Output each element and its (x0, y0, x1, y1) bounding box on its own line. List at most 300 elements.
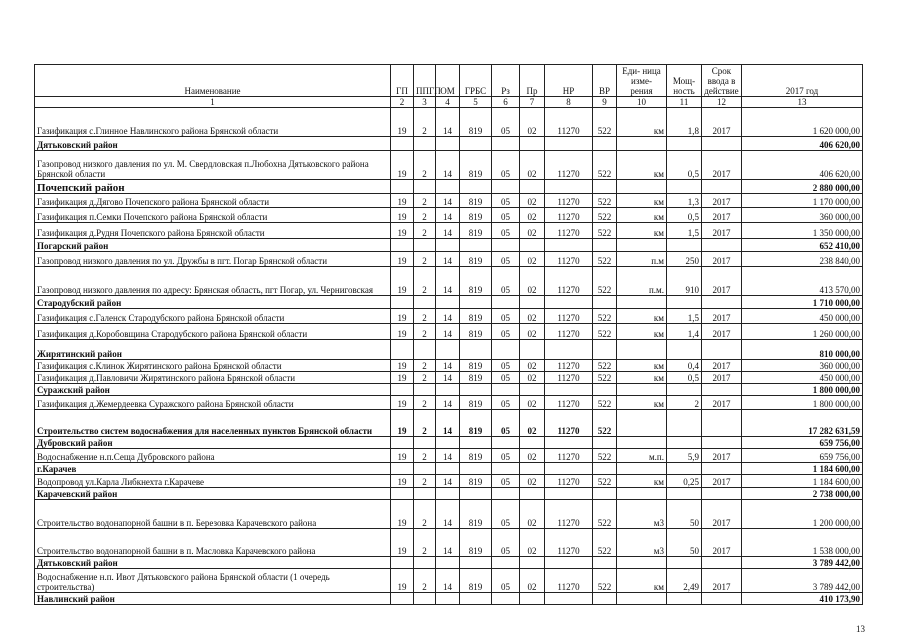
cell-ppgp: 2 (414, 151, 436, 180)
cell-grbs (460, 557, 492, 569)
cell-grbs: 819 (460, 151, 492, 180)
column-index: 3 (414, 97, 436, 108)
cell-gp (391, 239, 414, 252)
cell-vr (593, 437, 617, 449)
cell-power: 2,49 (667, 569, 702, 593)
table-row (35, 372, 863, 384)
cell-om: 14 (436, 569, 460, 593)
cell-gp: 19 (391, 529, 414, 557)
cell-om (436, 340, 460, 360)
cell-grbs (460, 137, 492, 151)
column-index-row (35, 97, 863, 108)
cell-vr: 522 (593, 324, 617, 340)
cell-pr: 02 (520, 360, 545, 372)
cell-gp (391, 488, 414, 500)
cell-grbs: 819 (460, 449, 492, 463)
cell-power (667, 296, 702, 309)
cell-unit (617, 239, 667, 252)
cell-unit: км (617, 569, 667, 593)
cell-rz: 05 (492, 223, 520, 239)
cell-vr (593, 384, 617, 396)
cell-power (667, 340, 702, 360)
cell-term: 2017 (702, 569, 742, 593)
cell-rz: 05 (492, 194, 520, 208)
cell-grbs: 819 (460, 475, 492, 488)
cell-amount: 1 350 000,00 (742, 223, 863, 239)
column-index: 9 (593, 97, 617, 108)
cell-nr: 11270 (545, 569, 593, 593)
cell-rz: 05 (492, 309, 520, 324)
cell-unit: км (617, 223, 667, 239)
cell-power: 1,4 (667, 324, 702, 340)
cell-power: 50 (667, 529, 702, 557)
cell-om: 14 (436, 360, 460, 372)
row-name: Строительство водонапорной башни в п. Березовка Карачевского района (35, 500, 391, 529)
cell-unit: км (617, 151, 667, 180)
row-name: Газификация д.Коробовщина Стародубского района Брянской области (35, 324, 391, 340)
cell-term: 2017 (702, 267, 742, 296)
cell-vr: 522 (593, 372, 617, 384)
table-row (35, 252, 863, 267)
cell-pr: 02 (520, 529, 545, 557)
cell-nr: 11270 (545, 500, 593, 529)
cell-ppgp (414, 437, 436, 449)
budget-table (34, 64, 863, 605)
cell-ppgp: 2 (414, 396, 436, 410)
table-row (35, 449, 863, 463)
cell-amount: 17 282 631,59 (742, 410, 863, 437)
cell-pr: 02 (520, 324, 545, 340)
cell-power (667, 488, 702, 500)
cell-gp (391, 340, 414, 360)
cell-grbs: 819 (460, 252, 492, 267)
cell-unit: км (617, 309, 667, 324)
cell-unit: км (617, 396, 667, 410)
cell-vr: 522 (593, 151, 617, 180)
cell-vr: 522 (593, 449, 617, 463)
cell-grbs: 819 (460, 267, 492, 296)
cell-nr (545, 340, 593, 360)
cell-grbs (460, 593, 492, 605)
cell-power (667, 463, 702, 475)
cell-grbs: 819 (460, 360, 492, 372)
cell-ppgp: 2 (414, 324, 436, 340)
cell-unit (617, 180, 667, 194)
row-name: Суражский район (35, 384, 391, 396)
cell-amount: 1 170 000,00 (742, 194, 863, 208)
col-header-ppgp: ППГП (414, 65, 436, 97)
cell-rz: 05 (492, 360, 520, 372)
cell-power: 1,5 (667, 223, 702, 239)
cell-rz (492, 340, 520, 360)
cell-unit (617, 340, 667, 360)
cell-grbs: 819 (460, 500, 492, 529)
cell-pr (520, 384, 545, 396)
cell-grbs: 819 (460, 396, 492, 410)
cell-om: 14 (436, 194, 460, 208)
cell-nr: 11270 (545, 475, 593, 488)
cell-pr: 02 (520, 252, 545, 267)
cell-power: 1,3 (667, 194, 702, 208)
cell-gp: 19 (391, 396, 414, 410)
cell-om (436, 296, 460, 309)
cell-power (667, 437, 702, 449)
col-header-nr: НР (545, 65, 593, 97)
cell-term (702, 296, 742, 309)
cell-power: 0,5 (667, 372, 702, 384)
cell-term: 2017 (702, 449, 742, 463)
column-index: 10 (617, 97, 667, 108)
cell-vr (593, 463, 617, 475)
cell-gp: 19 (391, 410, 414, 437)
cell-term: 2017 (702, 360, 742, 372)
cell-term: 2017 (702, 108, 742, 137)
cell-power (667, 239, 702, 252)
cell-ppgp (414, 488, 436, 500)
cell-gp (391, 137, 414, 151)
cell-term: 2017 (702, 208, 742, 223)
cell-vr: 522 (593, 529, 617, 557)
cell-gp: 19 (391, 449, 414, 463)
cell-pr: 02 (520, 194, 545, 208)
cell-amount: 1 184 600,00 (742, 463, 863, 475)
cell-unit (617, 463, 667, 475)
cell-ppgp: 2 (414, 569, 436, 593)
cell-term: 2017 (702, 475, 742, 488)
row-name: Газификация с.Клинок Жирятинского района Брянской области (35, 360, 391, 372)
cell-nr: 11270 (545, 108, 593, 137)
cell-pr (520, 437, 545, 449)
cell-gp: 19 (391, 151, 414, 180)
col-header-om: ОМ (436, 65, 460, 97)
cell-rz (492, 384, 520, 396)
table-row (35, 324, 863, 340)
cell-ppgp: 2 (414, 223, 436, 239)
cell-term: 2017 (702, 151, 742, 180)
table-row (35, 475, 863, 488)
cell-unit: м.п. (617, 449, 667, 463)
cell-ppgp (414, 384, 436, 396)
page-number: 13 (856, 624, 865, 634)
cell-unit: км (617, 360, 667, 372)
cell-power: 1,5 (667, 309, 702, 324)
cell-om (436, 137, 460, 151)
cell-power: 1,8 (667, 108, 702, 137)
cell-vr: 522 (593, 223, 617, 239)
cell-rz: 05 (492, 372, 520, 384)
cell-term (702, 437, 742, 449)
row-name: Дятьковский район (35, 557, 391, 569)
cell-gp: 19 (391, 108, 414, 137)
cell-gp: 19 (391, 309, 414, 324)
table-row (35, 500, 863, 529)
cell-rz (492, 557, 520, 569)
cell-grbs: 819 (460, 324, 492, 340)
cell-om (436, 463, 460, 475)
cell-pr: 02 (520, 449, 545, 463)
cell-rz: 05 (492, 252, 520, 267)
row-name: Газификация д.Рудня Почепского района Брянской области (35, 223, 391, 239)
cell-pr (520, 488, 545, 500)
cell-ppgp: 2 (414, 372, 436, 384)
cell-unit (617, 488, 667, 500)
cell-ppgp (414, 239, 436, 252)
cell-om (436, 180, 460, 194)
cell-rz (492, 239, 520, 252)
cell-nr: 11270 (545, 360, 593, 372)
cell-nr (545, 488, 593, 500)
cell-gp (391, 296, 414, 309)
col-header-power: Мощ- ность (667, 65, 702, 97)
cell-rz: 05 (492, 324, 520, 340)
cell-ppgp (414, 180, 436, 194)
cell-om: 14 (436, 223, 460, 239)
cell-ppgp: 2 (414, 208, 436, 223)
cell-ppgp (414, 463, 436, 475)
column-index: 1 (35, 97, 391, 108)
cell-om: 14 (436, 372, 460, 384)
table-row (35, 267, 863, 296)
table-row (35, 569, 863, 593)
row-name: Дубровский район (35, 437, 391, 449)
table-row (35, 223, 863, 239)
cell-rz (492, 488, 520, 500)
cell-power (667, 180, 702, 194)
column-index: 5 (460, 97, 492, 108)
cell-amount: 360 000,00 (742, 360, 863, 372)
cell-grbs (460, 340, 492, 360)
cell-unit (617, 137, 667, 151)
column-index: 13 (742, 97, 863, 108)
cell-rz (492, 463, 520, 475)
cell-term: 2017 (702, 500, 742, 529)
cell-grbs: 819 (460, 410, 492, 437)
cell-rz: 05 (492, 396, 520, 410)
cell-amount: 2 880 000,00 (742, 180, 863, 194)
cell-nr (545, 384, 593, 396)
cell-grbs (460, 239, 492, 252)
cell-nr: 11270 (545, 309, 593, 324)
cell-rz: 05 (492, 500, 520, 529)
cell-unit: км (617, 475, 667, 488)
cell-ppgp: 2 (414, 475, 436, 488)
row-name: Водоснабжение н.п. Ивот Дятьковского района Брянской области (1 очередь строительства) (35, 569, 391, 593)
cell-vr (593, 593, 617, 605)
cell-unit: км (617, 194, 667, 208)
cell-vr (593, 239, 617, 252)
cell-term (702, 180, 742, 194)
cell-pr: 02 (520, 208, 545, 223)
table-row (35, 151, 863, 180)
col-header-unit: Еди- ница изме- рения (617, 65, 667, 97)
cell-term (702, 557, 742, 569)
cell-pr: 02 (520, 309, 545, 324)
cell-vr (593, 180, 617, 194)
cell-nr (545, 137, 593, 151)
cell-term: 2017 (702, 252, 742, 267)
row-name: Газификация д.Павловичи Жирятинского района Брянской области (35, 372, 391, 384)
row-name: Водоснабжение н.п.Сеща Дубровского района (35, 449, 391, 463)
region-total-row (35, 296, 863, 309)
cell-amount: 238 840,00 (742, 252, 863, 267)
cell-pr: 02 (520, 569, 545, 593)
row-name: Строительство систем водоснабжения для населенных пунктов Брянской области (35, 410, 391, 437)
cell-rz (492, 437, 520, 449)
cell-amount: 413 570,00 (742, 267, 863, 296)
cell-nr (545, 437, 593, 449)
cell-pr: 02 (520, 475, 545, 488)
cell-gp: 19 (391, 252, 414, 267)
cell-nr: 11270 (545, 529, 593, 557)
cell-power (667, 384, 702, 396)
cell-om: 14 (436, 151, 460, 180)
table-row (35, 360, 863, 372)
cell-term: 2017 (702, 309, 742, 324)
cell-ppgp: 2 (414, 108, 436, 137)
cell-vr: 522 (593, 208, 617, 223)
cell-amount: 3 789 442,00 (742, 557, 863, 569)
row-name: Навлинский район (35, 593, 391, 605)
cell-vr: 522 (593, 108, 617, 137)
cell-power (667, 137, 702, 151)
cell-nr: 11270 (545, 208, 593, 223)
cell-vr (593, 488, 617, 500)
region-total-row (35, 437, 863, 449)
cell-unit (617, 557, 667, 569)
cell-amount: 406 620,00 (742, 137, 863, 151)
cell-nr: 11270 (545, 396, 593, 410)
row-name: Водопровод ул.Карла Либкнехта г.Карачеве (35, 475, 391, 488)
cell-power: 50 (667, 500, 702, 529)
cell-unit: км (617, 208, 667, 223)
cell-grbs (460, 296, 492, 309)
cell-pr: 02 (520, 267, 545, 296)
cell-vr (593, 137, 617, 151)
cell-power (667, 593, 702, 605)
region-total-row (35, 340, 863, 360)
cell-ppgp: 2 (414, 267, 436, 296)
cell-amount: 652 410,00 (742, 239, 863, 252)
cell-gp (391, 593, 414, 605)
row-name: Дятьковский район (35, 137, 391, 151)
column-index: 2 (391, 97, 414, 108)
row-name: Стародубский район (35, 296, 391, 309)
cell-power (667, 410, 702, 437)
cell-term: 2017 (702, 396, 742, 410)
col-header-gp: ГП (391, 65, 414, 97)
cell-gp: 19 (391, 208, 414, 223)
cell-term (702, 488, 742, 500)
table-body (35, 108, 863, 605)
cell-unit (617, 296, 667, 309)
cell-gp: 19 (391, 372, 414, 384)
cell-vr: 522 (593, 252, 617, 267)
cell-unit (617, 384, 667, 396)
row-name: г.Карачев (35, 463, 391, 475)
cell-vr: 522 (593, 194, 617, 208)
col-header-name: Наименование (35, 65, 391, 97)
cell-amount: 1 800 000,00 (742, 396, 863, 410)
col-header-grbs: ГРБС (460, 65, 492, 97)
cell-unit: м3 (617, 529, 667, 557)
cell-power: 250 (667, 252, 702, 267)
cell-rz: 05 (492, 475, 520, 488)
cell-grbs: 819 (460, 569, 492, 593)
cell-grbs: 819 (460, 208, 492, 223)
region-total-row (35, 137, 863, 151)
cell-term: 2017 (702, 372, 742, 384)
table-row (35, 529, 863, 557)
cell-om (436, 488, 460, 500)
cell-om: 14 (436, 475, 460, 488)
cell-grbs: 819 (460, 372, 492, 384)
cell-om: 14 (436, 309, 460, 324)
cell-om: 14 (436, 500, 460, 529)
cell-om: 14 (436, 449, 460, 463)
cell-om (436, 239, 460, 252)
cell-gp: 19 (391, 569, 414, 593)
cell-nr (545, 180, 593, 194)
cell-amount: 3 789 442,00 (742, 569, 863, 593)
cell-om: 14 (436, 396, 460, 410)
region-total-row (35, 384, 863, 396)
cell-term (702, 410, 742, 437)
cell-pr (520, 239, 545, 252)
cell-amount: 450 000,00 (742, 309, 863, 324)
cell-pr (520, 296, 545, 309)
cell-gp: 19 (391, 223, 414, 239)
cell-gp: 19 (391, 267, 414, 296)
cell-pr: 02 (520, 500, 545, 529)
cell-vr: 522 (593, 267, 617, 296)
cell-gp (391, 557, 414, 569)
cell-pr (520, 593, 545, 605)
cell-nr: 11270 (545, 151, 593, 180)
cell-ppgp: 2 (414, 529, 436, 557)
cell-amount: 1 200 000,00 (742, 500, 863, 529)
cell-gp (391, 463, 414, 475)
cell-nr (545, 593, 593, 605)
region-total-row (35, 557, 863, 569)
cell-unit: км (617, 324, 667, 340)
cell-nr: 11270 (545, 194, 593, 208)
cell-om: 14 (436, 267, 460, 296)
cell-gp: 19 (391, 324, 414, 340)
cell-term (702, 137, 742, 151)
row-name: Погарский район (35, 239, 391, 252)
cell-power: 0,4 (667, 360, 702, 372)
cell-amount: 1 800 000,00 (742, 384, 863, 396)
col-header-year: 2017 год (742, 65, 863, 97)
column-index: 7 (520, 97, 545, 108)
table-row (35, 396, 863, 410)
cell-ppgp: 2 (414, 252, 436, 267)
table-row (35, 208, 863, 223)
cell-nr: 11270 (545, 372, 593, 384)
cell-nr (545, 239, 593, 252)
cell-term: 2017 (702, 194, 742, 208)
cell-term (702, 593, 742, 605)
column-index: 4 (436, 97, 460, 108)
cell-power (667, 557, 702, 569)
cell-nr: 11270 (545, 267, 593, 296)
cell-pr: 02 (520, 223, 545, 239)
cell-gp: 19 (391, 360, 414, 372)
cell-term (702, 239, 742, 252)
cell-term (702, 340, 742, 360)
cell-power: 0,5 (667, 208, 702, 223)
cell-om: 14 (436, 208, 460, 223)
